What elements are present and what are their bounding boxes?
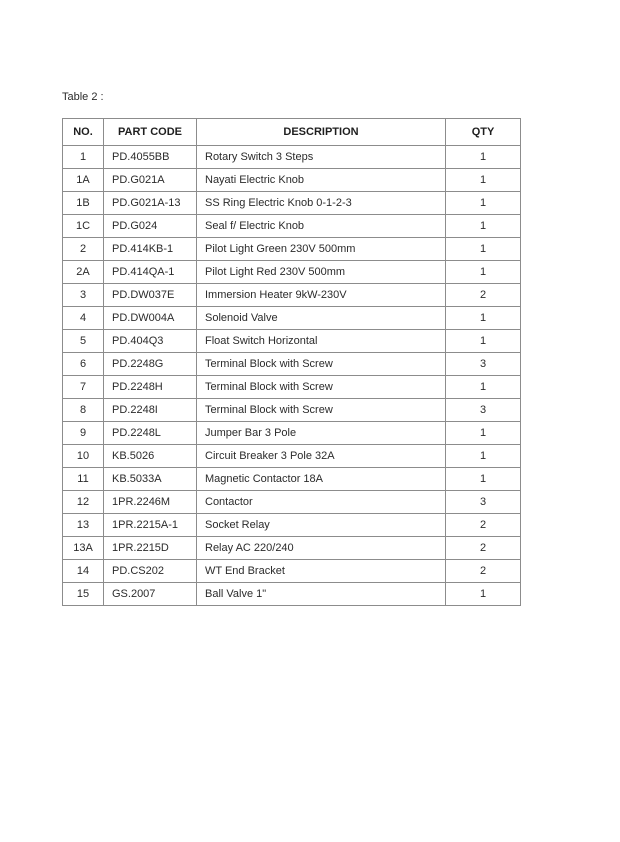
table-row — [63, 560, 521, 583]
cell-qty: 1 — [446, 215, 521, 238]
cell-no: 6 — [63, 353, 104, 376]
table-row — [63, 491, 521, 514]
table-header — [63, 119, 521, 146]
cell-description: Pilot Light Green 230V 500mm — [197, 238, 446, 261]
cell-description: Nayati Electric Knob — [197, 169, 446, 192]
cell-no: 1C — [63, 215, 104, 238]
cell-description: Socket Relay — [197, 514, 446, 537]
cell-part-code: 1PR.2215D — [104, 537, 197, 560]
table-row — [63, 537, 521, 560]
cell-qty: 2 — [446, 560, 521, 583]
cell-qty: 1 — [446, 468, 521, 491]
cell-description: Rotary Switch 3 Steps — [197, 146, 446, 169]
table-row — [63, 376, 521, 399]
header-row — [63, 119, 521, 146]
cell-description: Relay AC 220/240 — [197, 537, 446, 560]
cell-part-code: KB.5033A — [104, 468, 197, 491]
cell-no: 7 — [63, 376, 104, 399]
cell-part-code: PD.404Q3 — [104, 330, 197, 353]
cell-part-code: PD.414QA-1 — [104, 261, 197, 284]
cell-description: Ball Valve 1" — [197, 583, 446, 606]
cell-description: Contactor — [197, 491, 446, 514]
cell-part-code: PD.G024 — [104, 215, 197, 238]
cell-no: 14 — [63, 560, 104, 583]
table-row — [63, 169, 521, 192]
cell-no: 2 — [63, 238, 104, 261]
table-label: Table 2 : — [62, 91, 104, 103]
header-part-code: PART CODE — [104, 119, 197, 146]
cell-qty: 1 — [446, 146, 521, 169]
cell-part-code: 1PR.2246M — [104, 491, 197, 514]
cell-no: 11 — [63, 468, 104, 491]
cell-part-code: GS.2007 — [104, 583, 197, 606]
table-body — [63, 146, 521, 606]
cell-description: Solenoid Valve — [197, 307, 446, 330]
cell-qty: 1 — [446, 445, 521, 468]
cell-no: 4 — [63, 307, 104, 330]
cell-no: 1B — [63, 192, 104, 215]
cell-part-code: PD.G021A — [104, 169, 197, 192]
table-row — [63, 284, 521, 307]
cell-part-code: PD.2248G — [104, 353, 197, 376]
header-qty: QTY — [446, 119, 521, 146]
cell-description: WT End Bracket — [197, 560, 446, 583]
table-row — [63, 192, 521, 215]
cell-qty: 2 — [446, 514, 521, 537]
cell-no: 1A — [63, 169, 104, 192]
table-row — [63, 146, 521, 169]
header-no: NO. — [63, 119, 104, 146]
cell-part-code: PD.414KB-1 — [104, 238, 197, 261]
cell-description: Jumper Bar 3 Pole — [197, 422, 446, 445]
cell-qty: 2 — [446, 537, 521, 560]
cell-qty: 1 — [446, 307, 521, 330]
cell-part-code: PD.4055BB — [104, 146, 197, 169]
cell-qty: 1 — [446, 238, 521, 261]
cell-no: 12 — [63, 491, 104, 514]
table-row — [63, 445, 521, 468]
cell-qty: 1 — [446, 261, 521, 284]
cell-no: 10 — [63, 445, 104, 468]
table-row — [63, 261, 521, 284]
cell-description: Float Switch Horizontal — [197, 330, 446, 353]
table-row — [63, 353, 521, 376]
cell-no: 2A — [63, 261, 104, 284]
cell-qty: 1 — [446, 376, 521, 399]
table-row — [63, 399, 521, 422]
table-row — [63, 514, 521, 537]
cell-no: 1 — [63, 146, 104, 169]
cell-no: 8 — [63, 399, 104, 422]
cell-qty: 2 — [446, 284, 521, 307]
cell-qty: 1 — [446, 330, 521, 353]
cell-qty: 1 — [446, 192, 521, 215]
cell-no: 3 — [63, 284, 104, 307]
cell-qty: 1 — [446, 422, 521, 445]
cell-part-code: PD.DW037E — [104, 284, 197, 307]
cell-description: Seal f/ Electric Knob — [197, 215, 446, 238]
cell-qty: 3 — [446, 491, 521, 514]
table-row — [63, 215, 521, 238]
cell-part-code: 1PR.2215A-1 — [104, 514, 197, 537]
cell-part-code: PD.DW004A — [104, 307, 197, 330]
cell-description: Terminal Block with Screw — [197, 353, 446, 376]
cell-description: Circuit Breaker 3 Pole 32A — [197, 445, 446, 468]
cell-part-code: PD.G021A-13 — [104, 192, 197, 215]
cell-description: Immersion Heater 9kW-230V — [197, 284, 446, 307]
cell-no: 5 — [63, 330, 104, 353]
cell-description: Terminal Block with Screw — [197, 376, 446, 399]
table-row — [63, 468, 521, 491]
table-row — [63, 307, 521, 330]
cell-description: SS Ring Electric Knob 0-1-2-3 — [197, 192, 446, 215]
cell-description: Terminal Block with Screw — [197, 399, 446, 422]
cell-qty: 3 — [446, 353, 521, 376]
cell-description: Magnetic Contactor 18A — [197, 468, 446, 491]
cell-no: 13A — [63, 537, 104, 560]
table-row — [63, 238, 521, 261]
cell-part-code: PD.2248L — [104, 422, 197, 445]
parts-table — [62, 118, 521, 606]
cell-no: 9 — [63, 422, 104, 445]
table-row — [63, 330, 521, 353]
cell-qty: 3 — [446, 399, 521, 422]
cell-no: 15 — [63, 583, 104, 606]
table-row — [63, 583, 521, 606]
cell-no: 13 — [63, 514, 104, 537]
cell-part-code: PD.2248I — [104, 399, 197, 422]
cell-part-code: PD.CS202 — [104, 560, 197, 583]
header-description: DESCRIPTION — [197, 119, 446, 146]
cell-description: Pilot Light Red 230V 500mm — [197, 261, 446, 284]
cell-qty: 1 — [446, 583, 521, 606]
table-row — [63, 422, 521, 445]
cell-part-code: PD.2248H — [104, 376, 197, 399]
cell-part-code: KB.5026 — [104, 445, 197, 468]
cell-qty: 1 — [446, 169, 521, 192]
